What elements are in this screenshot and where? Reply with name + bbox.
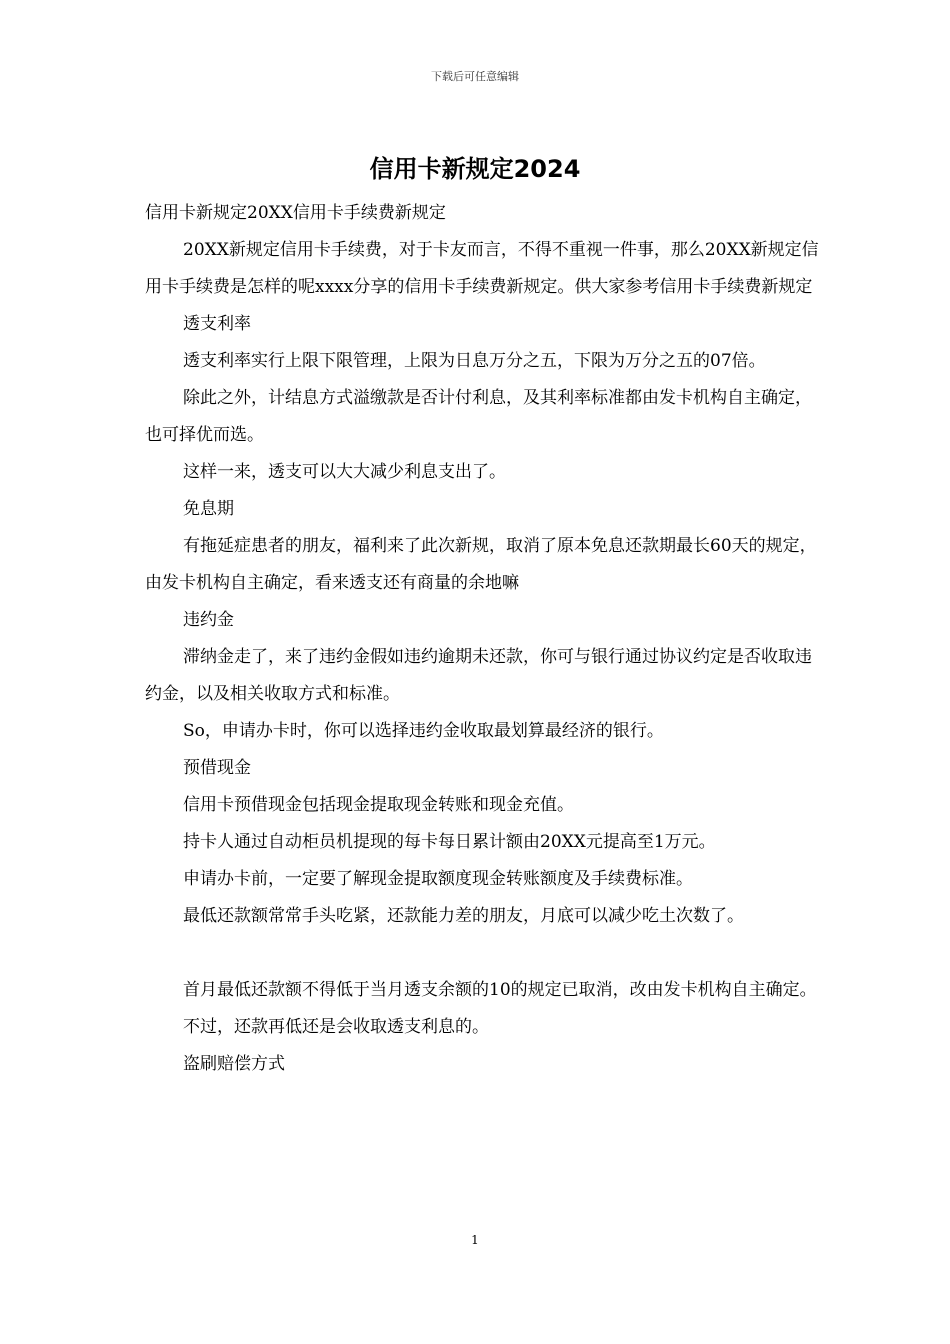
paragraph: 不过，还款再低还是会收取透支利息的。 bbox=[183, 1017, 489, 1037]
paragraph: 除此之外，计结息方式溢缴款是否计付利息，及其利率标准都由发卡机构自主确定，也可择优而选。 bbox=[145, 388, 812, 445]
paragraph: 有拖延症患者的朋友，福利来了此次新规，取消了原本免息还款期最长60天的规定，由发卡机构自主确定，看来透支还有商量的余地嘛 bbox=[145, 536, 817, 593]
blank-line bbox=[145, 935, 820, 972]
paragraph: 滞纳金走了，来了违约金假如违约逾期未还款，你可与银行通过协议约定是否收取违约金，以及相关收取方式和标准。 bbox=[145, 647, 812, 704]
section-heading-fraud-compensation: 盗刷赔偿方式 bbox=[183, 1054, 285, 1074]
page-number: 1 bbox=[471, 1233, 479, 1247]
subtitle-line: 信用卡新规定20XX信用卡手续费新规定 bbox=[145, 203, 446, 223]
paragraph: 持卡人通过自动柜员机提现的每卡每日累计额由20XX元提高至1万元。 bbox=[183, 832, 716, 852]
paragraph: 申请办卡前，一定要了解现金提取额度现金转账额度及手续费标准。 bbox=[183, 869, 693, 889]
paragraph: So，申请办卡时，你可以选择违约金收取最划算最经济的银行。 bbox=[183, 721, 664, 741]
header-note: 下载后可任意编辑 bbox=[431, 70, 519, 83]
paragraph: 首月最低还款额不得低于当月透支余额的10的规定已取消，改由发卡机构自主确定。 bbox=[183, 980, 817, 1000]
paragraph: 信用卡预借现金包括现金提取现金转账和现金充值。 bbox=[183, 795, 574, 815]
paragraph: 透支利率实行上限下限管理，上限为日息万分之五，下限为万分之五的07倍。 bbox=[183, 351, 766, 371]
section-heading-cash-advance: 预借现金 bbox=[183, 758, 251, 778]
paragraph: 最低还款额常常手头吃紧，还款能力差的朋友，月底可以减少吃土次数了。 bbox=[183, 906, 744, 926]
section-heading-grace-period: 免息期 bbox=[183, 499, 234, 519]
section-heading-penalty: 违约金 bbox=[183, 610, 234, 630]
section-heading-overdraft-rate: 透支利率 bbox=[183, 314, 251, 334]
paragraph: 这样一来，透支可以大大减少利息支出了。 bbox=[183, 462, 506, 482]
paragraph-intro: 20XX新规定信用卡手续费，对于卡友而言，不得不重视一件事，那么20XX新规定信用卡手续费是怎样的呢xxxx分享的信用卡手续费新规定。供大家参考信用卡手续费新规定 bbox=[145, 240, 819, 297]
document-title: 信用卡新规定2024 bbox=[369, 155, 581, 183]
document-body bbox=[145, 195, 820, 1083]
